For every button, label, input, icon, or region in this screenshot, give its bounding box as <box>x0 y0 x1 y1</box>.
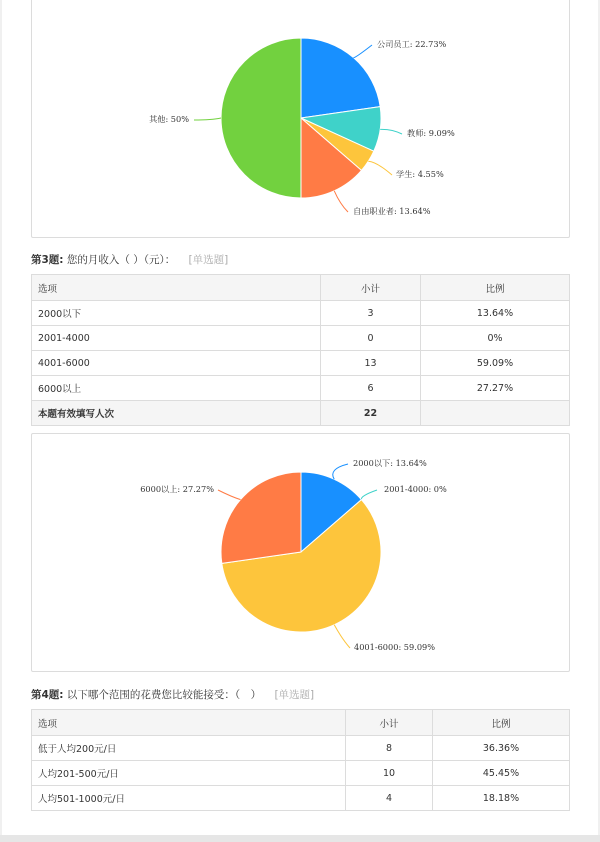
question-4-text: 以下哪个范围的花费您比较能接受：（ ） <box>66 689 262 701</box>
pie-slice-label: 其他: 50% <box>149 114 189 124</box>
count-cell: 8 <box>346 736 433 761</box>
question-4-type: [单选题] <box>274 689 315 701</box>
pie-slice-label: 自由职业者: 13.64% <box>353 206 431 216</box>
header-ratio: 比例 <box>421 275 570 301</box>
pie-slice-label: 公司员工: 22.73% <box>377 39 447 49</box>
table-row <box>32 326 570 351</box>
ratio-cell: 36.36% <box>433 736 570 761</box>
option-cell: 人均201-500元/日 <box>32 761 346 786</box>
pie-slice <box>221 472 301 563</box>
pie-slice-label: 学生: 4.55% <box>396 169 444 179</box>
pie-slice-label: 教师: 9.09% <box>407 128 455 138</box>
header-option: 选项 <box>32 275 321 301</box>
pie-slice-label: 2000以下: 13.64% <box>353 458 427 468</box>
pie-leader-line <box>380 129 402 134</box>
pie-leader-line <box>194 118 221 120</box>
table-row <box>32 301 570 326</box>
pie-leader-line <box>353 45 372 58</box>
option-cell: 2000以下 <box>32 301 321 326</box>
occupation-pie-chart <box>31 0 570 238</box>
occupation-pie-svg <box>32 0 569 237</box>
pie-slice <box>301 38 380 118</box>
question-3-title <box>31 252 228 267</box>
question-3-text: 您的月收入（ ）（元）： <box>66 254 176 266</box>
header-count: 小计 <box>346 710 433 736</box>
count-cell: 10 <box>346 761 433 786</box>
table-header-row <box>32 710 570 736</box>
header-ratio: 比例 <box>433 710 570 736</box>
option-cell: 6000以上 <box>32 376 321 401</box>
table-total-row <box>32 401 570 426</box>
ratio-cell: 27.27% <box>421 376 570 401</box>
question-3-number: 第3题: <box>31 254 64 266</box>
table-header-row <box>32 275 570 301</box>
table-row <box>32 761 570 786</box>
page-left-edge <box>0 0 2 835</box>
ratio-cell: 59.09% <box>421 351 570 376</box>
question-4-title <box>31 687 314 702</box>
pie-slice-label: 2001-4000: 0% <box>384 484 447 494</box>
pie-slice-label: 6000以上: 27.27% <box>140 484 214 494</box>
pie-leader-line <box>334 625 350 648</box>
pie-leader-line <box>368 161 392 175</box>
pie-slice-label: 4001-6000: 59.09% <box>354 642 436 652</box>
page-bottom-edge <box>0 835 600 842</box>
pie-leader-line <box>361 490 377 500</box>
question-4-table <box>31 709 570 811</box>
option-cell: 2001-4000 <box>32 326 321 351</box>
ratio-cell: 13.64% <box>421 301 570 326</box>
total-count: 22 <box>321 401 421 426</box>
table-row <box>32 786 570 811</box>
option-cell: 人均501-1000元/日 <box>32 786 346 811</box>
count-cell: 0 <box>321 326 421 351</box>
header-option: 选项 <box>32 710 346 736</box>
header-count: 小计 <box>321 275 421 301</box>
question-3-type: [单选题] <box>188 254 229 266</box>
count-cell: 3 <box>321 301 421 326</box>
total-ratio <box>421 401 570 426</box>
option-cell: 低于人均200元/日 <box>32 736 346 761</box>
question-4-number: 第4题: <box>31 689 64 701</box>
count-cell: 4 <box>346 786 433 811</box>
count-cell: 6 <box>321 376 421 401</box>
total-label: 本题有效填写人次 <box>32 401 321 426</box>
table-row <box>32 376 570 401</box>
ratio-cell: 45.45% <box>433 761 570 786</box>
question-3-table <box>31 274 570 426</box>
income-pie-svg <box>32 434 569 671</box>
pie-slice <box>221 38 301 198</box>
option-cell: 4001-6000 <box>32 351 321 376</box>
pie-leader-line <box>333 464 348 479</box>
table-row <box>32 736 570 761</box>
pie-leader-line <box>334 191 348 212</box>
ratio-cell: 0% <box>421 326 570 351</box>
ratio-cell: 18.18% <box>433 786 570 811</box>
table-row <box>32 351 570 376</box>
income-pie-chart <box>31 433 570 672</box>
count-cell: 13 <box>321 351 421 376</box>
pie-leader-line <box>218 490 241 500</box>
